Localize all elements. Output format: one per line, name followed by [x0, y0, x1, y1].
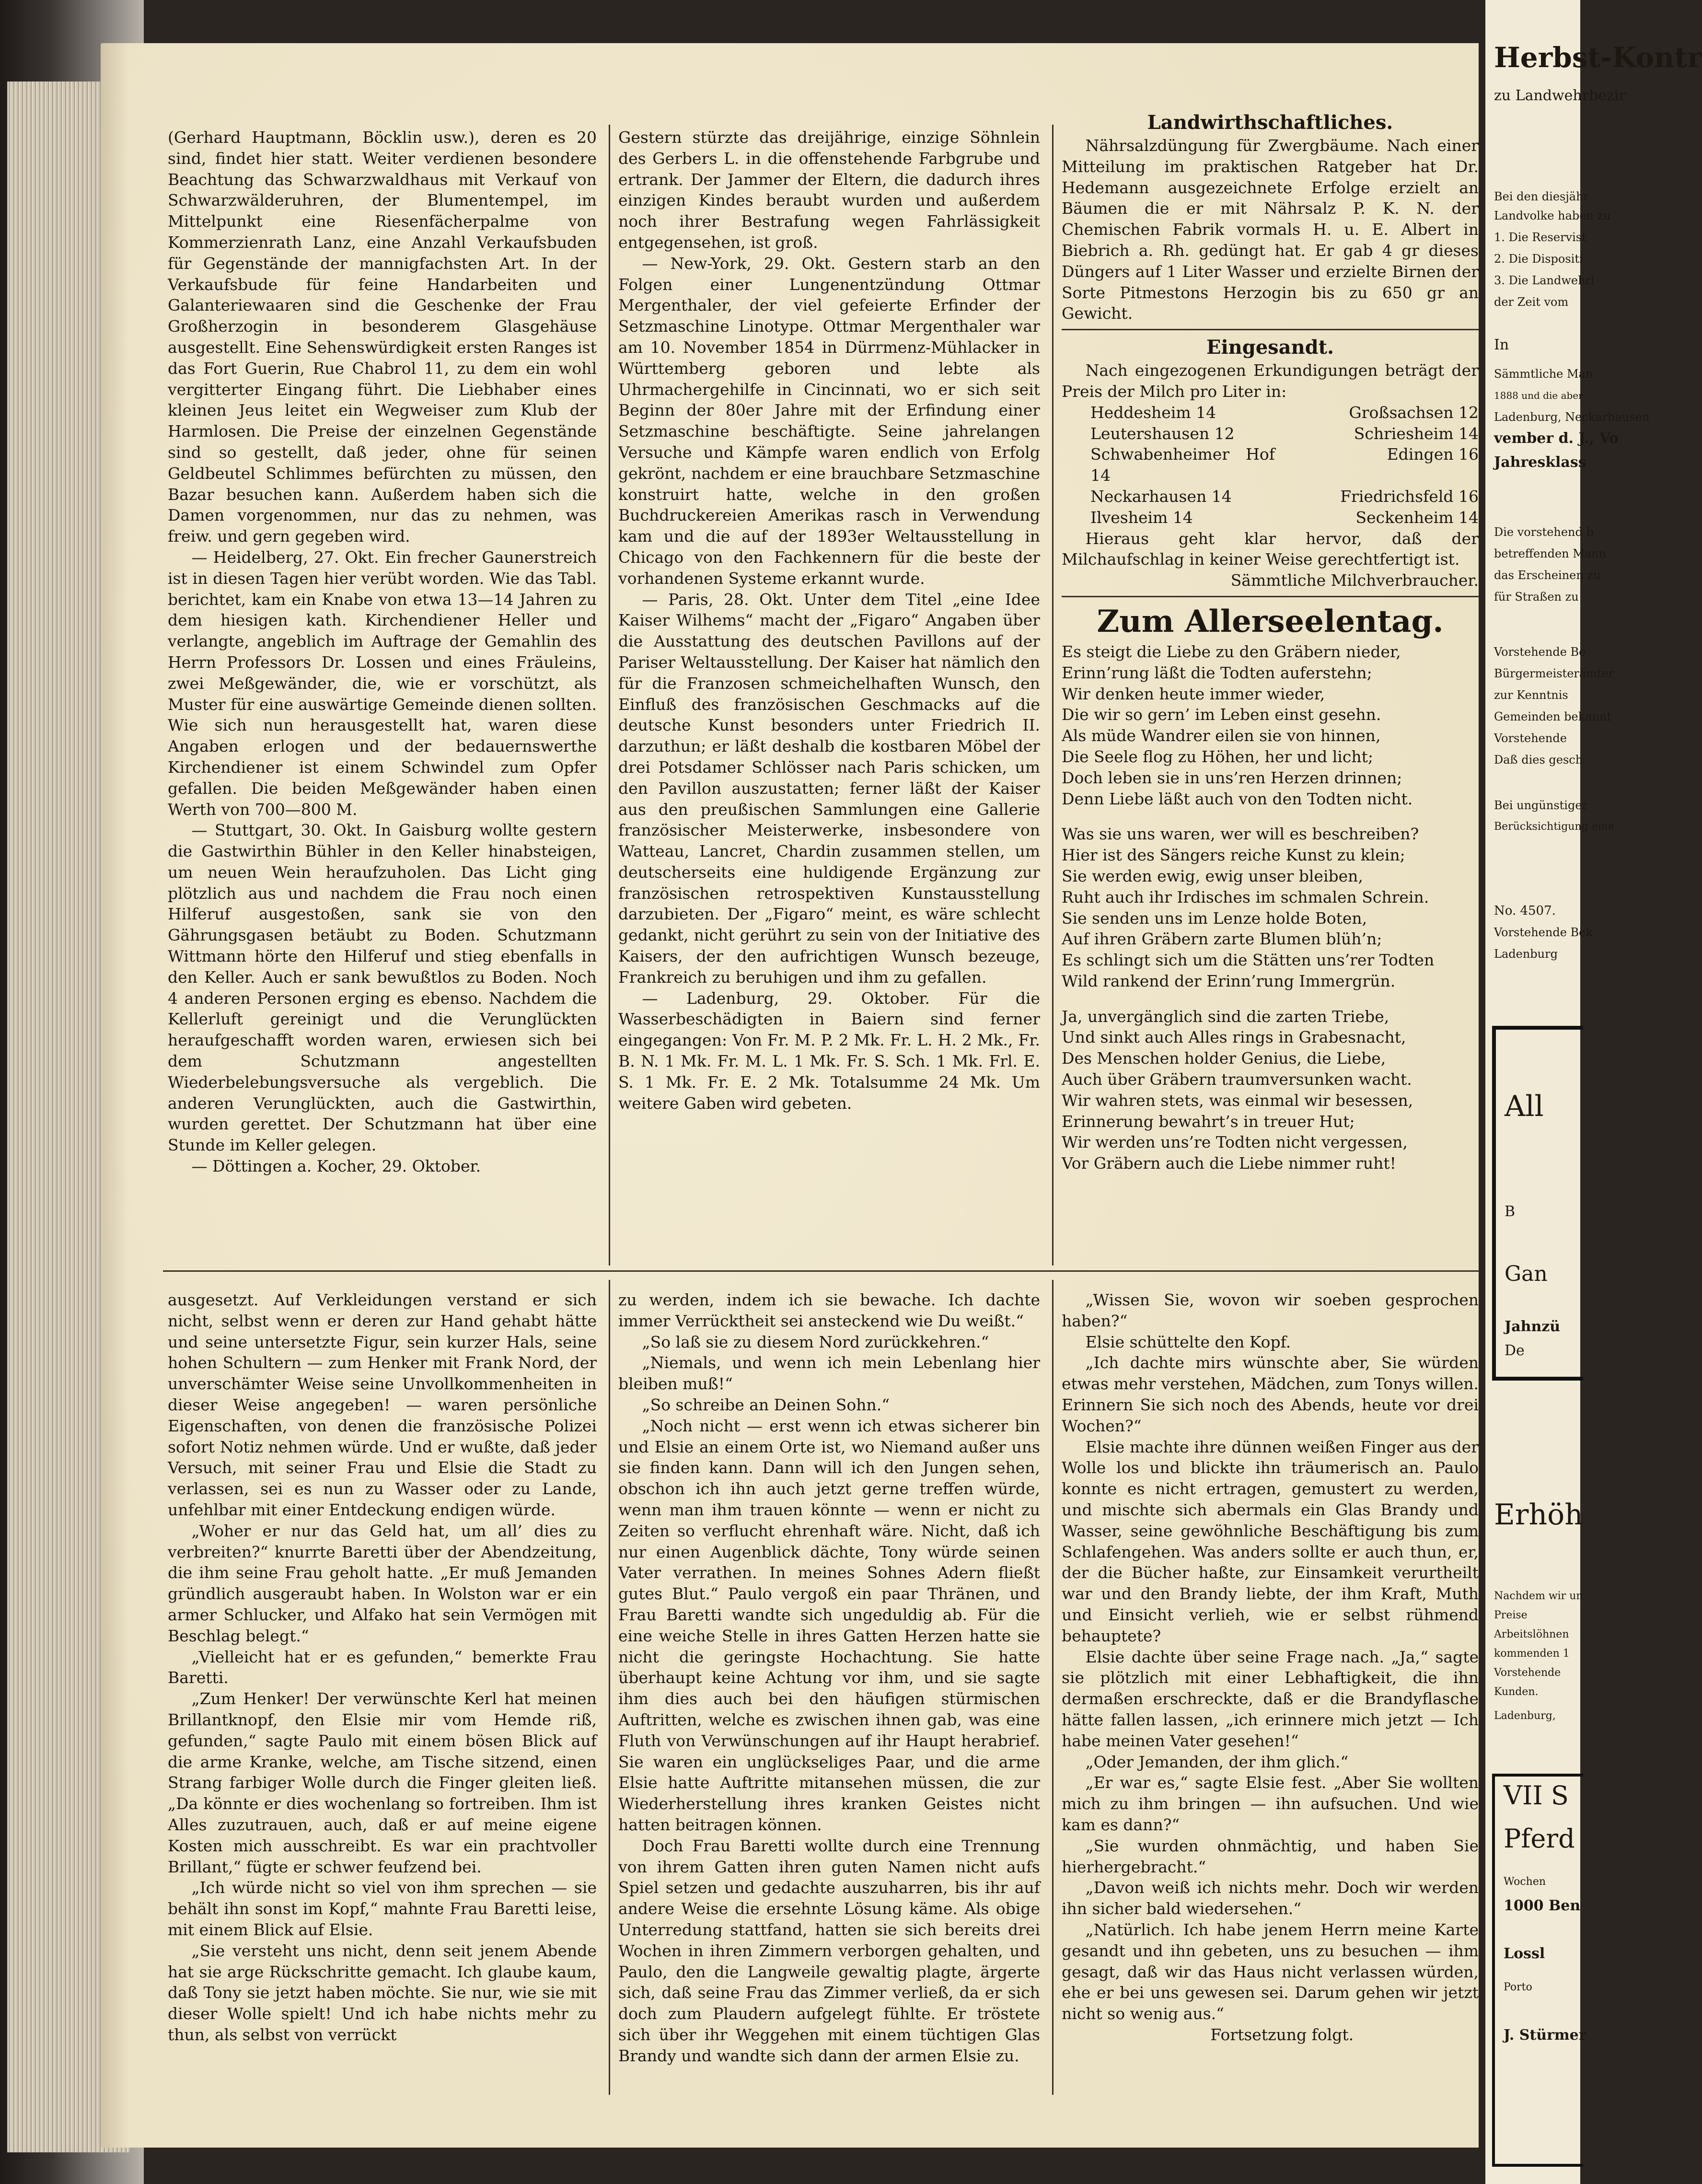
neighbor-line: Gan: [1505, 1262, 1548, 1286]
neighbor-line: 1888 und die aber: [1494, 390, 1583, 401]
price-item: Seckenheim 14: [1355, 508, 1479, 527]
novel-paragraph: „Davon weiß ich nichts mehr. Doch wir werden ihn sicher bald wiedersehen.“: [1062, 1878, 1479, 1918]
poem-line: Die wir so gern’ im Leben einst gesehn.: [1062, 705, 1381, 724]
neighbor-line: In: [1494, 337, 1509, 353]
neighbor-line: Lossl: [1504, 1945, 1545, 1962]
novel-paragraph: „Vielleicht hat er es gefunden,“ bemerkte Frau Baretti.: [168, 1647, 597, 1687]
neighbor-page: [1479, 0, 1702, 2184]
poem-stanza: [1062, 1006, 1479, 1174]
poem-line: Was sie uns waren, wer will es beschreiben?: [1062, 825, 1419, 844]
novel-paragraph: „Noch nicht — erst wenn ich etwas sicherer bin und Elsie an einem Orte ist, wo Niemand außer uns sie finden kann. Dann will ich den Jungen sehen, obschon ich ihn auch jetzt gerne treffen würde, wenn man ihm trauen könnte — wenn er nicht zu Zeiten so verflucht ehrenhaft wäre. Nicht, daß ich nur einen Augenblick dächte, Tony würde seinen Vater verrathen. In meines Sohnes Adern fließt gutes Blut.“ Paulo vergoß ein paar Thränen, und Frau Baretti wandte sich ungeduldig ab. Für die eine weiche Stelle in ihres Gatten Herzen hatte sie nicht die geringste Hochachtung. Sie hatte überhaupt keine Achtung vor ihm, und sie sagte ihm dies auch bei den häufigen stürmischen Auftritten, welche es zwischen ihnen gab, was eine Fluth von Verwünschungen auf ihr Haupt herabrief. Sie waren ein unglückseliges Paar, und die arme Elsie hatte Auftritte mitansehen müssen, die zur Wiederherstellung ihres kranken Geistes nicht hatten beitragen können.: [618, 1416, 1040, 1834]
column-top-middle: [618, 127, 1040, 1114]
price-item: Friedrichsfeld 16: [1340, 487, 1479, 506]
poem-line: Denn Liebe läßt auch von den Todten nicht.: [1062, 789, 1413, 808]
neighbor-line: Jahnzü: [1505, 1318, 1561, 1335]
novel-paragraph: „Niemals, und wenn ich mein Lebenlang hier bleiben muß!“: [618, 1353, 1040, 1394]
neighbor-line: Berücksichtigung eine: [1494, 821, 1614, 833]
column-divider: [1052, 125, 1054, 1266]
neighbor-line: Vorstehende Be: [1494, 645, 1586, 659]
poem-stanza: [1062, 824, 1479, 991]
poem-line: Wild rankend der Erinn’rung Immergrün.: [1062, 971, 1396, 990]
price-item: Schriesheim 14: [1354, 424, 1479, 443]
section-divider: [1062, 329, 1479, 330]
article-paragraph: — Stuttgart, 30. Okt. In Gaisburg wollte gestern die Gastwirthin Bühler in den Keller hinabsteigen, um neuen Wein heraufzuholen. Das Licht ging plötzlich aus und nachdem die Frau noch einen Hilferuf ausgestoßen, sank sie von den Gährungsgasen betäubt zu Boden. Schutzmann Wittmann hörte den Hilferuf und stieg ebenfalls in den Keller. Auch er sank bewußtlos zu Boden. Noch 4 anderen Personen erging es ebenso. Nachdem die Kellerluft gereinigt und die Verunglückten heraufgeschafft worden waren, erwiesen sich bei dem Schutzmann angestellten Wiederbelebungsversuche als vergeblich. Die anderen Verunglückten, auch die Gastwirthin, wurden gerettet. Der Schutzmann hat über eine Stunde im Keller gelegen.: [168, 821, 597, 1155]
signature: Sämmtliche Milchverbraucher.: [1230, 571, 1479, 590]
neighbor-line: zu Landwehrbezir: [1494, 87, 1626, 104]
novel-paragraph: zu werden, indem ich sie bewache. Ich dachte immer Verrücktheit sei ansteckend wie Du weißt.“: [618, 1290, 1040, 1330]
neighbor-line: No. 4507.: [1494, 904, 1556, 918]
novel-paragraph: Elsie dachte über seine Frage nach. „Ja,“ sagte sie plötzlich mit einer Lebhaftigkeit, die ihn dermaßen erschreckte, daß er die Brandyflasche hätte fallen lassen, „ich erinnere mich jetzt — Ich habe meinen Vater gesehen!“: [1062, 1647, 1479, 1750]
price-item: Schwabenheimer Hof 14: [1090, 445, 1275, 485]
novel-paragraph: „Sie versteht uns nicht, denn seit jenem Abende hat sie arge Rückschritte gemacht. Ich glaube kaum, daß Tony sie jetzt haben möchte. Sie nur, wie sie mit dieser Wolle spielt! Und ich habe nichts mehr zu thun, als selbst von verrückt: [168, 1941, 597, 2044]
price-item: Neckarhausen 14: [1090, 487, 1232, 506]
poem-line: Wir werden uns’re Todten nicht vergessen,: [1062, 1133, 1408, 1152]
neighbor-line: Preise: [1494, 1609, 1528, 1621]
neighbor-line: Herbst-Kontr: [1494, 41, 1702, 74]
article-paragraph: (Gerhard Hauptmann, Böcklin usw.), deren es 20 sind, findet hier statt. Weiter verdienen besondere Beachtung das Schwarzwaldhaus mit Verkauf von Schwarzwälderuhren, der Blumentempel, im Mittelpunkt eine Riesenfächerpalme von Kommerzienrath Lanz, eine Anzahl Verkaufsbuden für Gegenstände der mannigfachsten Art. In der Verkaufsbude für feine Handarbeiten und Galanteriewaaren sind die Geschenke der Frau Großherzogin in besonderem Glasgehäuse ausgestellt. Eine Sehenswürdigkeit ersten Ranges ist das Fort Guerin, Rue Chabrol 11, zu dem ein wohl vergitterter Eingang führt. Die Liebhaber eines kleinen Jeus leitet ein Wegweiser zum Klub der Harmlosen. Die Preise der einzelnen Gegenstände sind so gestellt, daß jeder, ohne für seinen Geldbeutel Schlimmes befürchten zu müssen, den Bazar besuchen kann. Außerdem haben sich die Damen vorgenommen, nur das zu nehmen, was freiw. und gern gegeben wird.: [168, 128, 597, 546]
poem-title: Zum Allerseelentag.: [1097, 603, 1444, 639]
column-bottom-right: [1062, 1289, 1479, 2045]
neighbor-line: kommenden 1: [1494, 1648, 1570, 1660]
neighbor-line: Landvolke haben zu: [1494, 209, 1611, 222]
novel-paragraph: „Wissen Sie, wovon wir soeben gesprochen haben?“: [1062, 1290, 1479, 1330]
column-divider: [1052, 1280, 1054, 2095]
novel-paragraph: Elsie machte ihre dünnen weißen Finger aus der Wolle los und blickte ihn träumerisch an. Paulo konnte es nicht ertragen, gemustert zu werden, und mischte sich abermals ein Glas Brandy und Wasser, seine gewöhnliche Beschäftigung bis zum Schlafengehen. Was anders sollte er auch thun, er, der die Bücher haßte, zur Einsamkeit verurtheilt war und den Brandy liebte, der ihm Kraft, Muth und Einsicht verlieh, wie er selbst rühmend behauptete?: [1062, 1437, 1479, 1645]
neighbor-line: Jahresklass: [1494, 454, 1586, 471]
poem-line: Als müde Wandrer eilen sie von hinnen,: [1062, 726, 1381, 745]
neighbor-line: Pferd: [1504, 1824, 1575, 1854]
poem-line: Auch über Gräbern traumversunken wacht.: [1062, 1070, 1412, 1089]
poem-line: Wir denken heute immer wieder,: [1062, 684, 1325, 703]
neighbor-line: 3. Die Landwehrl: [1494, 274, 1595, 287]
article-paragraph: Hieraus geht klar hervor, daß der Milchaufschlag in keiner Weise gerechtfertigt ist.: [1062, 529, 1479, 569]
neighbor-line: VII S: [1504, 1780, 1569, 1811]
novel-paragraph: ausgesetzt. Auf Verkleidungen verstand er sich nicht, selbst wenn er deren zur Hand gehabt hätte und seine untersetzte Figur, sein kurzer Hals, seine hohen Schultern — zum Henker mit Frank Nord, der unverschämter Weise seine Unvollkommenheiten in dieser Weise angegeben! — waren persönliche Eigenschaften, von denen die französische Polizei sofort Notiz nehmen würde. Und er wußte, daß jeder Versuch, mit seiner Frau und Elsie die Stadt zu verlassen, sei es nun zu Wasser oder zu Lande, unfehlbar mit einer Entdeckung endigen würde.: [168, 1290, 597, 1519]
neighbor-line: Kunden.: [1494, 1686, 1539, 1698]
feuilleton-divider: [163, 1270, 1486, 1272]
novel-paragraph: Doch Frau Baretti wollte durch eine Trennung von ihrem Gatten ihren guten Namen nicht aufs Spiel setzen und gedachte auszuharren, bis ihr auf andere Weise die ersehnte Lösung käme. Als obige Unterredung stattfand, hatten sie sich bereits drei Wochen in ihren Zimmern verborgen gehalten, und Paulo, den die Langweile gewaltig plagte, ärgerte sich, daß seine Frau das Zimmer verließ, da er sich doch zum Plaudern aufgelegt fühlte. Er tröstete sich über ihr Weggehen mit einem tüchtigen Glas Brandy und wandte sich dann der armen Elsie zu.: [618, 1836, 1040, 2065]
neighbor-line: Bürgermeisterämter: [1494, 667, 1614, 680]
neighbor-line: Vorstehende Bek: [1494, 926, 1593, 939]
novel-paragraph: „So laß sie zu diesem Nord zurückkehren.“: [642, 1332, 989, 1351]
novel-paragraph: „Ich würde nicht so viel von ihm sprechen — sie behält ihn sonst im Kopf,“ mahnte Frau Baretti leise, mit einem Blick auf Elsie.: [168, 1878, 597, 1939]
section-divider: [1062, 596, 1479, 597]
poem-line: Die Seele flog zu Höhen, her und licht;: [1062, 747, 1373, 766]
article-paragraph: — Paris, 28. Okt. Unter dem Titel „eine Idee Kaiser Wilhems“ macht der „Figaro“ Angaben über die Ausstattung des deutschen Pavillons auf der Pariser Weltausstellung. Der Kaiser hat nämlich den für die Franzosen schmeichelhaften Wunsch, den Einfluß des französischen Geschmacks auf die deutsche Kunst besonders unter Friedrich II. darzuthun; er läßt deshalb die kostbaren Möbel der drei Potsdamer Schlösser nach Paris schicken, um den Pavillon auszustatten; ferner läßt der Kaiser aus den preußischen Sammlungen eine Gallerie französischer Meisterwerke, insbesondere von Watteau, Lancret, Chardin zusammen stellen, um deutscherseits eine huldigende Ergänzung zur französischen retrospektiven Kunstausstellung darzubieten. Der „Figaro“ meint, es wäre schlecht gedankt, nicht gerührt zu sein von der Initiative des Kaisers, der den aufrichtigen Wunsch bezeuge, Frankreich zu beruhigen und ihm zu gefallen.: [618, 590, 1040, 987]
neighbor-line: Vorstehende: [1494, 1667, 1561, 1679]
poem-stanza: [1062, 641, 1479, 809]
novel-paragraph: Elsie schüttelte den Kopf.: [1085, 1332, 1291, 1351]
neighbor-line: für Straßen zu: [1494, 590, 1579, 604]
neighbor-line: betreffenden Mann: [1494, 547, 1607, 560]
poem-line: Erinn’rung läßt die Todten auferstehn;: [1062, 663, 1372, 682]
neighbor-line: B: [1505, 1203, 1516, 1220]
neighbor-line: vember d. J., Vo: [1494, 430, 1619, 447]
neighbor-line: Ladenburg: [1494, 947, 1558, 961]
neighbor-line: Erhöh: [1494, 1498, 1583, 1532]
neighbor-line: 1000 Ben: [1504, 1897, 1581, 1914]
column-divider: [609, 125, 610, 1266]
neighbor-line: zur Kenntnis: [1494, 688, 1568, 702]
poem-line: Doch leben sie in uns’ren Herzen drinnen;: [1062, 768, 1402, 787]
novel-paragraph: „Woher er nur das Geld hat, um all’ dies zu verbreiten?“ knurrte Baretti über der Abendzeitung, die ihm seine Frau geholt hatte. „Er muß Jemanden gründlich ausgeraubt haben. In Wolston war er ein armer Schlucker, und Alfako hat sein Vermögen mit Beschlag belegt.“: [168, 1521, 597, 1645]
neighbor-line: Ladenburg,: [1494, 1710, 1556, 1722]
neighbor-line: Bei ungünstiger: [1494, 799, 1588, 812]
advertisement-box: [1492, 1774, 1586, 2167]
poem-line: Ruht auch ihr Irdisches im schmalen Schrein.: [1062, 887, 1429, 906]
novel-paragraph: „Zum Henker! Der verwünschte Kerl hat meinen Brillantknopf, den Elsie mir vom Hemde riß, gefunden,“ sagte Paulo mit einem bösen Blick auf die arme Kranke, welche, am Tische sitzend, einen Strang farbiger Wolle durch die Finger gleiten ließ. „Da könnte er dies wochenlang so fortreiben. Ihm ist Alles zuzutrauen, auch, daß er auf meine eigene Kosten mich ausschreibt. Es war ein prachtvoller Brillant,“ fügte er schwer feufzend bei.: [168, 1689, 597, 1876]
article-paragraph: — New-York, 29. Okt. Gestern starb an den Folgen einer Lungenentzündung Ottmar Mergenthaler, der viel gefeierte Erfinder der Setzmaschine Linotype. Ottmar Mergenthaler war am 10. November 1854 in Dürrmenz-Mühlacker in Württemberg geboren und lebte als Uhrmachergehilfe in Cincinnati, wo er sich seit Beginn der 80er Jahre mit der Erfindung einer Setzmaschine beschäftigte. Seine jahrelangen Versuche und Kämpfe waren endlich von Erfolg gekrönt, nachdem er eine brauchbare Setzmaschine konstruirt hatte, welche in den großen Buchdruckereien Amerikas rasch in Verwendung kam und die auf der 1893er Weltausstellung in Chicago von den Fachkennern für die beste der vorhandenen Systeme erkannt wurde.: [618, 254, 1040, 588]
price-item: Großsachsen 12: [1349, 403, 1479, 422]
article-paragraph: — Ladenburg, 29. Oktober. Für die Wasserbeschädigten in Baiern sind ferner eingegangen: Von Fr. M. P. 2 Mk. Fr. L. H. 2 Mk., Fr. B. N. 1 Mk. Fr. M. L. 1 Mk. Fr. S. Sch. 1 Mk. Frl. E. S. 1 Mk. Fr. E. 2 Mk. Totalsumme 24 Mk. Um weitere Gaben wird gebeten.: [618, 988, 1040, 1113]
price-item: Edingen 16: [1387, 445, 1479, 464]
section-heading-submitted: Eingesandt.: [1206, 336, 1334, 359]
poem-line: Und sinkt auch Alles rings in Grabesnacht,: [1062, 1028, 1406, 1047]
novel-paragraph: „Er war es,“ sagte Elsie fest. „Aber Sie wollten mich zu ihm bringen — ihn aufsuchen. Und wie kam es dann?“: [1062, 1773, 1479, 1834]
column-bottom-middle: [618, 1289, 1040, 2066]
column-divider: [609, 1280, 610, 2095]
poem-line: Vor Gräbern auch die Liebe nimmer ruht!: [1062, 1154, 1396, 1173]
poem-line: Ja, unvergänglich sind die zarten Triebe,: [1062, 1007, 1389, 1026]
neighbor-line: Porto: [1504, 1981, 1532, 1993]
article-paragraph: Nach eingezogenen Erkundigungen beträgt der Preis der Milch pro Liter in:: [1062, 361, 1479, 401]
milk-price-list: [1062, 402, 1479, 528]
article-paragraph: — Döttingen a. Kocher, 29. Oktober.: [191, 1157, 481, 1176]
novel-paragraph: „Sie wurden ohnmächtig, und haben Sie hierhergebracht.“: [1062, 1836, 1479, 1876]
poem-line: Wir wahren stets, was einmal wir besessen,: [1062, 1091, 1413, 1110]
poem-line: Hier ist des Sängers reiche Kunst zu klein;: [1062, 846, 1405, 865]
column-top-left: [168, 127, 597, 1177]
section-heading-agriculture: Landwirthschaftliches.: [1147, 111, 1393, 134]
poem: [1062, 641, 1479, 1174]
neighbor-line: Bei den diesjähr: [1494, 190, 1589, 203]
neighbor-line: der Zeit vom: [1494, 295, 1569, 309]
advertisement-box: [1492, 1026, 1583, 1381]
poem-line: Auf ihren Gräbern zarte Blumen blüh’n;: [1062, 929, 1382, 949]
neighbor-line: Ladenburg, Neckarhausen: [1494, 410, 1650, 424]
neighbor-line: Arbeitslöhnen: [1494, 1628, 1569, 1640]
article-paragraph: Gestern stürzte das dreijährige, einzige Söhnlein des Gerbers L. in die offenstehende Farbgrube und ertrank. Der Jammer der Eltern, die dadurch ihres einzigen Kindes beraubt wurden und außerdem noch ihrer Bestrafung wegen Fahrlässigkeit entgegensehen, ist groß.: [618, 128, 1040, 252]
novel-paragraph: „So schreibe an Deinen Sohn.“: [642, 1395, 890, 1414]
neighbor-line: das Erscheinen zu: [1494, 569, 1601, 582]
poem-line: Erinnerung bewahrt’s in treuer Hut;: [1062, 1112, 1355, 1131]
neighbor-line: Die vorstehend b: [1494, 525, 1594, 539]
neighbor-line: 1. Die Reservist: [1494, 231, 1586, 244]
continuation-note: Fortsetzung folgt.: [1210, 2025, 1354, 2044]
novel-paragraph: „Ich dachte mirs wünschte aber, Sie würden etwas mehr verstehen, Mädchen, zum Tonys willen. Erinnern Sie sich noch des Abends, heute vor drei Wochen?“: [1062, 1353, 1479, 1435]
poem-line: Sie werden ewig, ewig unser bleiben,: [1062, 866, 1363, 885]
price-item: Ilvesheim 14: [1090, 508, 1193, 527]
neighbor-line: Nachdem wir un: [1494, 1590, 1583, 1602]
poem-line: Des Menschen holder Genius, die Liebe,: [1062, 1049, 1386, 1068]
newspaper-page: [101, 43, 1491, 2148]
neighbor-line: Vorstehende: [1494, 732, 1567, 745]
neighbor-line: Daß dies gesch: [1494, 753, 1583, 767]
neighbor-line: Wochen: [1504, 1876, 1546, 1888]
price-item: Heddesheim 14: [1090, 403, 1216, 422]
article-paragraph: Nährsalzdüngung für Zwergbäume. Nach einer Mitteilung im praktischen Ratgeber hat Dr. Hedemann ausgezeichnete Erfolge erzielt an Bäumen die er mit Nährsalz P. K. N. der Chemischen Fabrik vormals H. u. E. Albert in Biebrich a. Rh. gedüngt hat. Er gab 4 gr dieses Düngers auf 1 Liter Wasser und erzielte Birnen der Sorte Pitmestons Herzogin bis zu 650 gr an Gewicht.: [1062, 136, 1479, 323]
neighbor-line: All: [1505, 1090, 1544, 1123]
novel-paragraph: „Natürlich. Ich habe jenem Herrn meine Karte gesandt und ihn gebeten, uns zu besuchen — ihm gesagt, daß wir das Haus nicht verlassen würden, ehe er bei uns gewesen sei. Darum gehen wir jetzt nicht so wenig aus.“: [1062, 1920, 1479, 2023]
novel-paragraph: „Oder Jemanden, der ihm glich.“: [1085, 1752, 1349, 1771]
poem-line: Sie senden uns im Lenze holde Boten,: [1062, 908, 1367, 928]
price-item: Leutershausen 12: [1090, 424, 1235, 443]
poem-line: Es steigt die Liebe zu den Gräbern nieder,: [1062, 642, 1401, 661]
neighbor-line: Gemeinden bekannt: [1494, 710, 1612, 723]
column-bottom-left: [168, 1289, 597, 2045]
poem-line: Es schlingt sich um die Stätten uns’rer Todten: [1062, 951, 1435, 970]
article-paragraph: — Heidelberg, 27. Okt. Ein frecher Gaunerstreich ist in diesen Tagen hier verübt worden. Wie das Tabl. berichtet, kam ein Knabe von etwa 13—14 Jahren zu dem hiesigen kath. Kirchendiener Heller und verlangte, angeblich im Auftrage der Gemahlin des Herrn Professors Dr. Lossen und eines Fräuleins, zwei Meßgewänder, die, wie er vorschützt, als Muster für eine auswärtige Gemeinde dienen sollten. Wie sich nun herausgestellt hat, waren diese Angaben erlogen und der bedauernswerthe Kirchendiener ist einem Schwindel zum Opfer gefallen. Die beiden Meßgewänder haben einen Werth von 700—800 M.: [168, 547, 597, 819]
neighbor-line: J. Stürmer: [1504, 2027, 1586, 2044]
neighbor-line: 2. Die Dispositi: [1494, 252, 1583, 266]
column-top-right: [1062, 110, 1479, 1188]
neighbor-line: Sämmtliche Man: [1494, 367, 1593, 381]
neighbor-line: De: [1505, 1342, 1525, 1359]
